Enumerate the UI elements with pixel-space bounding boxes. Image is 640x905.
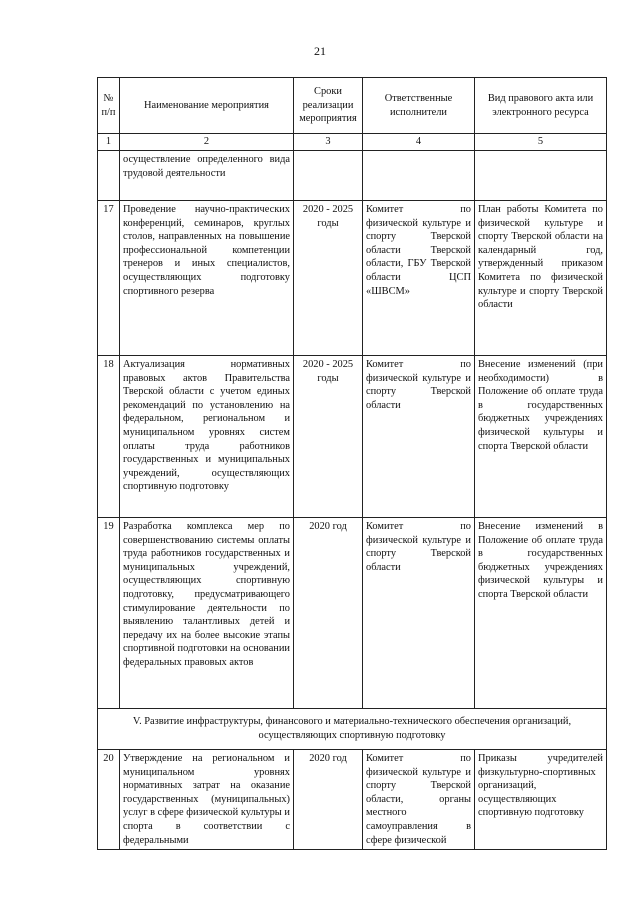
section-row [98,709,607,750]
column-index: 4 [363,134,475,151]
cell-name: осуществление определенного вида трудовой деятельности [120,151,294,201]
cell-act: План работы Комитета по физической культуре и спорту Тверской области на календарный год, утвержденный приказом Комитета по физической культуре и спорту Тверской области [475,201,607,356]
column-index: 1 [98,134,120,151]
cell-term: 2020 - 2025 годы [294,201,363,356]
cell-executors: Комитет по физической культуре и спорту Тверской области Тверской области, ГБУ Тверской области ЦСП «ШВСМ» [363,201,475,356]
measures-table [97,77,607,850]
cell-name: Проведение научно-практических конференций, семинаров, круглых столов, направленных на повышение профессиональной компетенции тренеров и иных специалистов, осуществляющих подготовку спортивного резерва [120,201,294,356]
cell-act: Приказы учредителей физкультурно-спортивных организаций, осуществляющих спортивную подготовку [475,750,607,850]
cell-act: Внесение изменений (при необходимости) в Положение об оплате труда в государственных бюджетных учреждениях физической культуры и спорта Тверской области [475,356,607,518]
cell-term: 2020 - 2025 годы [294,356,363,518]
column-index: 3 [294,134,363,151]
header-num: № п/п [98,78,120,134]
cell-executors: Комитет по физической культуре и спорту Тверской области, органы местного самоуправления в сфере физической [363,750,475,850]
table-row [98,201,607,356]
table-row [98,518,607,709]
header-name: Наименование мероприятия [120,78,294,134]
section-title: V. Развитие инфраструктуры, финансового и материально-технического обеспечения организаций, осуществляющих спортивную подготовку [98,709,607,750]
cell-term: 2020 год [294,750,363,850]
cell-executors [363,151,475,201]
cell-act [475,151,607,201]
table-row [98,356,607,518]
cell-num: 18 [98,356,120,518]
cell-name: Утверждение на региональном и муниципальном уровнях нормативных затрат на оказание государственных (муниципальных) услуг в сфере физической культуры и спорта в соответствии с федеральными [120,750,294,850]
header-act: Вид правового акта или электронного ресурса [475,78,607,134]
cell-term [294,151,363,201]
cell-name: Разработка комплекса мер по совершенствованию системы оплаты труда работников государственных и муниципальных учреждений, осуществляющих спортивную подготовку, предусматривающего стимулирование деятельности по выявлению талантливых детей и передачу их на более высокие этапы спортивной подготовки на основании федеральных правовых актов [120,518,294,709]
page-number: 21 [314,44,326,58]
cell-executors: Комитет по физической культуре и спорту Тверской области [363,356,475,518]
cell-num: 20 [98,750,120,850]
cell-num: 17 [98,201,120,356]
cell-num: 19 [98,518,120,709]
cell-executors: Комитет по физической культуре и спорту Тверской области [363,518,475,709]
cell-name: Актуализация нормативных правовых актов Правительства Тверской области с учетом единых рекомендаций по установлению на федеральном, региональном и муниципальном уровнях систем оплаты труда работников государственных и муниципальных учреждений, осуществляющих спортивную подготовку [120,356,294,518]
column-index: 5 [475,134,607,151]
table-header-row [98,78,607,134]
table-row [98,750,607,850]
column-index: 2 [120,134,294,151]
header-term: Сроки реализации мероприятия [294,78,363,134]
header-executors: Ответственные исполнители [363,78,475,134]
cell-num [98,151,120,201]
cell-act: Внесение изменений в Положение об оплате труда в государственных бюджетных учреждениях физической культуры и спорта Тверской области [475,518,607,709]
cell-term: 2020 год [294,518,363,709]
table-row-continuation [98,151,607,201]
column-index-row [98,134,607,151]
